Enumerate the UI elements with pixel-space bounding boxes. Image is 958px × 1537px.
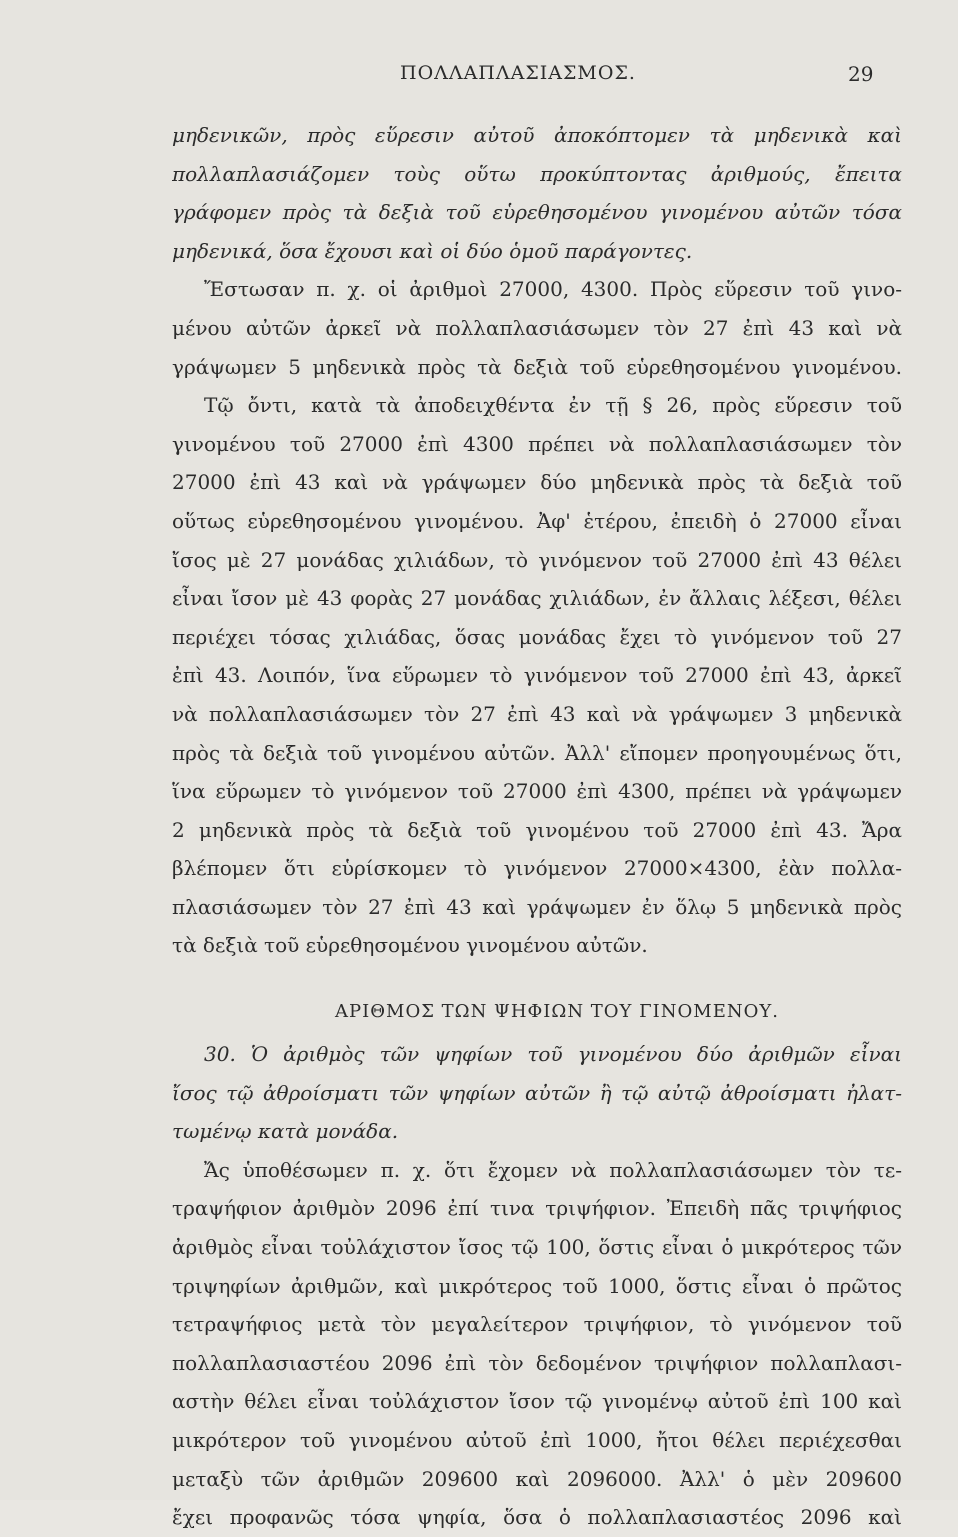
- text-line: μηδενικῶν, πρὸς εὕρεσιν αὐτοῦ ἀποκόπτομεν τὰ μηδενικὰ καὶ: [172, 123, 902, 147]
- text-line: μηδενικά, ὅσα ἔχουσι καὶ οἱ δύο ὁμοῦ παράγοντες.: [172, 238, 693, 263]
- text-line: ἐπὶ 43. Λοιπόν, ἵνα εὕρωμεν τὸ γινόμενον τοῦ 27000 ἐπὶ 43, ἀρκεῖ: [172, 663, 902, 688]
- section-heading: ΑΡΙΘΜΟΣ ΤΩΝ ΨΗΦΙΩΝ ΤΟΥ ΓΙΝΟΜΕΝΟΥ.: [335, 1001, 779, 1023]
- text-line: Ἔστωσαν π. χ. οἱ ἀριθμοὶ 27000, 4300. Πρὸς εὕρεσιν τοῦ γινο-: [204, 277, 902, 302]
- text-line: γράφομεν πρὸς τὰ δεξιὰ τοῦ εὑρεθησομένου γινομένου αὐτῶν τόσα: [172, 200, 902, 225]
- text-line: αστὴν θέλει εἶναι τοὐλάχιστον ἴσον τῷ γινομένῳ αὐτοῦ ἐπὶ 100 καὶ: [172, 1389, 902, 1414]
- text-line: γινομένου τοῦ 27000 ἐπὶ 4300 πρέπει νὰ πολλαπλασιάσωμεν τὸν: [172, 431, 902, 456]
- text-line: 30. Ὁ ἀριθμὸς τῶν ψηφίων τοῦ γινομένου δύο ἀριθμῶν εἶναι: [204, 1042, 902, 1067]
- text-line: τραψήφιον ἀριθμὸν 2096 ἐπί τινα τριψήφιον. Ἐπειδὴ πᾶς τριψήφιος: [172, 1196, 902, 1221]
- text-line: οὕτως εὑρεθησομένου γινομένου. Ἀφ' ἑτέρου, ἐπειδὴ ὁ 27000 εἶναι: [172, 508, 902, 533]
- text-line: Τῷ ὄντι, κατὰ τὰ ἀποδειχθέντα ἐν τῇ § 26, πρὸς εὕρεσιν τοῦ: [204, 393, 902, 418]
- text-line: ἔχει προφανῶς τόσα ψηφία, ὅσα ὁ πολλαπλασιαστέος 2096 καὶ: [172, 1505, 902, 1530]
- page-header: [0, 62, 958, 92]
- text-line: εἶναι ἴσον μὲ 43 φορὰς 27 μονάδας χιλιάδων, ἐν ἄλλαις λέξεσι, θέλει: [172, 586, 902, 611]
- text-line: πλασιάσωμεν τὸν 27 ἐπὶ 43 καὶ γράψωμεν ἐν ὅλῳ 5 μηδενικὰ πρὸς: [172, 894, 902, 919]
- text-line: μικρότερον τοῦ γινομένου αὐτοῦ ἐπὶ 1000, ἤτοι θέλει περιέχεσθαι: [172, 1428, 902, 1452]
- text-line: νὰ πολλαπλασιάσωμεν τὸν 27 ἐπὶ 43 καὶ νὰ γράψωμεν 3 μηδενικὰ: [172, 701, 902, 726]
- text-line: τωμένῳ κατὰ μονάδα.: [172, 1119, 399, 1144]
- text-body: [172, 116, 902, 1537]
- text-line: περιέχει τόσας χιλιάδας, ὅσας μονάδας ἔχει τὸ γινόμενον τοῦ 27: [172, 624, 902, 649]
- text-line: ἴσος τῷ ἀθροίσματι τῶν ψηφίων αὐτῶν ἢ τῷ αὐτῷ ἀθροίσματι ἠλατ-: [172, 1080, 902, 1105]
- text-line: πολλαπλασιαστέου 2096 ἐπὶ τὸν δεδομένον τριψήφιον πολλαπλασι-: [172, 1350, 902, 1375]
- text-line: μεταξὺ τῶν ἀριθμῶν 209600 καὶ 2096000. Ἀλλ' ὁ μὲν 209600: [172, 1466, 902, 1491]
- page-number: 29: [848, 62, 874, 86]
- text-line: ἵνα εὕρωμεν τὸ γινόμενον τοῦ 27000 ἐπὶ 4300, πρέπει νὰ γράψωμεν: [172, 779, 902, 804]
- text-line: 2 μηδενικὰ πρὸς τὰ δεξιὰ τοῦ γινομένου τοῦ 27000 ἐπὶ 43. Ἄρα: [172, 817, 902, 842]
- text-line: τριψηφίων ἀριθμῶν, καὶ μικρότερος τοῦ 1000, ὅστις εἶναι ὁ πρῶτος: [172, 1273, 902, 1298]
- text-line: πρὸς τὰ δεξιὰ τοῦ γινομένου αὐτῶν. Ἀλλ' εἴπομεν προηγουμένως ὅτι,: [172, 740, 902, 765]
- text-line: Ἄς ὑποθέσωμεν π. χ. ὅτι ἔχομεν νὰ πολλαπλασιάσωμεν τὸν τε-: [204, 1157, 902, 1182]
- text-line: γράψωμεν 5 μηδενικὰ πρὸς τὰ δεξιὰ τοῦ εὑρεθησομένου γινομένου.: [172, 354, 902, 379]
- text-line: πολλαπλασιάζομεν τοὺς οὕτω προκύπτοντας ἀριθμούς, ἔπειτα: [172, 161, 902, 186]
- text-line: ἀριθμὸς εἶναι τοὐλάχιστον ἴσος τῷ 100, ὅστις εἶναι ὁ μικρότερος τῶν: [172, 1235, 902, 1260]
- text-line: ἴσος μὲ 27 μονάδας χιλιάδων, τὸ γινόμενον τοῦ 27000 ἐπὶ 43 θέλει: [172, 547, 902, 572]
- text-line: τὰ δεξιὰ τοῦ εὑρεθησομένου γινομένου αὐτῶν.: [172, 933, 648, 958]
- text-line: μένου αὐτῶν ἀρκεῖ νὰ πολλαπλασιάσωμεν τὸν 27 ἐπὶ 43 καὶ νὰ: [172, 315, 902, 340]
- running-title: ΠΟΛΛΑΠΛΑΣΙΑΣΜΟΣ.: [400, 62, 636, 84]
- text-line: βλέπομεν ὅτι εὑρίσκομεν τὸ γινόμενον 27000×4300, ἐὰν πολλα-: [172, 856, 902, 881]
- text-line: 27000 ἐπὶ 43 καὶ νὰ γράψωμεν δύο μηδενικὰ πρὸς τὰ δεξιὰ τοῦ: [172, 470, 902, 495]
- text-line: τετραψήφιος μετὰ τὸν μεγαλείτερον τριψήφιον, τὸ γινόμενον τοῦ: [172, 1312, 902, 1337]
